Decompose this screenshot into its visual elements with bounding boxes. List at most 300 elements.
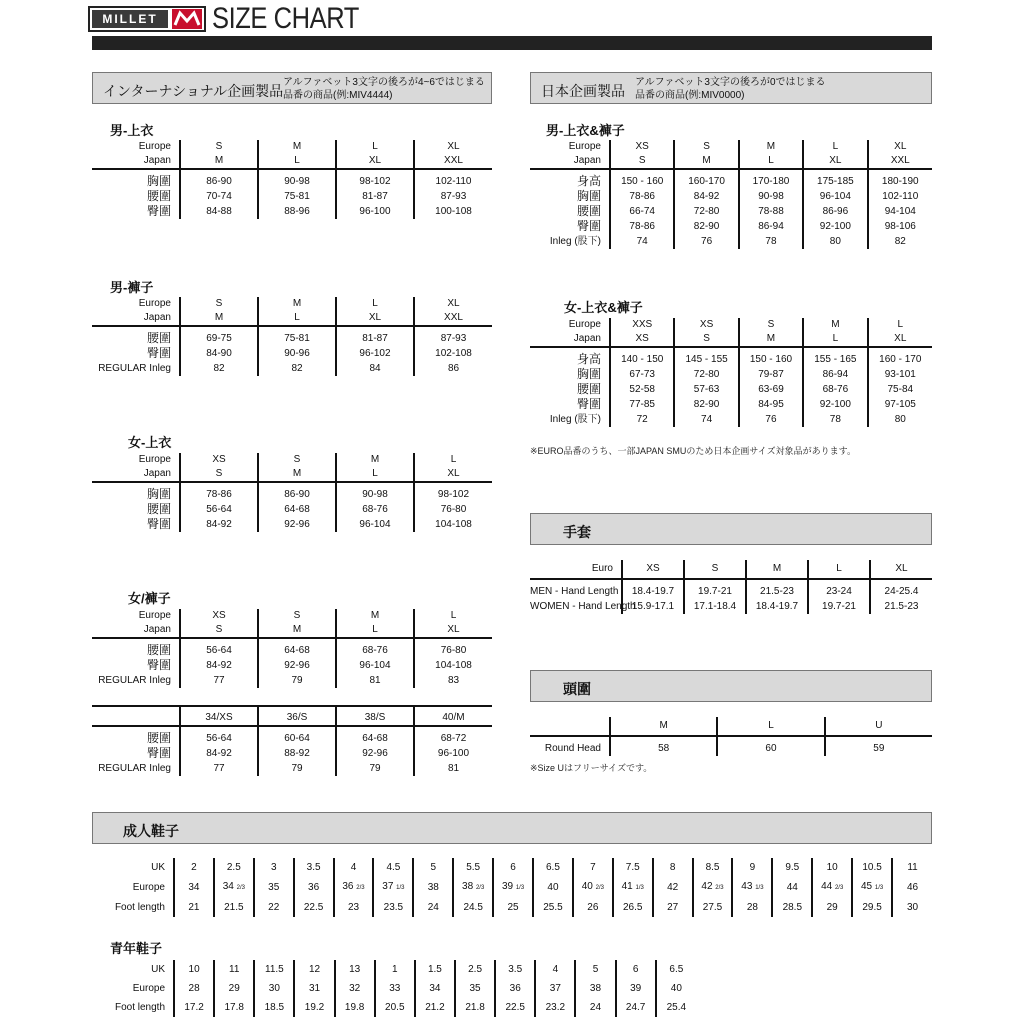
table-row [92, 517, 492, 532]
table-cell: 28.5 [772, 898, 812, 917]
table-cell: 72 [610, 412, 674, 427]
millet-logo-icon [172, 9, 202, 29]
table-cell: 35 [254, 877, 294, 898]
table-cell: 40 [656, 979, 696, 998]
size-header: L [808, 560, 870, 579]
table-row [92, 331, 492, 346]
table-cell: 44 2/3 [812, 877, 852, 898]
women-pants-heading: 女/褲子 [128, 591, 171, 606]
table-cell: 17.2 [174, 998, 214, 1017]
table-cell: 64-68 [336, 731, 414, 746]
table-cell: 92-96 [258, 658, 336, 673]
table-row [530, 204, 932, 219]
table-cell: 81-87 [336, 189, 414, 204]
table-row [92, 858, 932, 877]
table-cell: 79-87 [739, 367, 803, 382]
table-cell: 26.5 [613, 898, 653, 917]
table-cell: 38 [575, 979, 615, 998]
size-header: XL [868, 140, 932, 154]
size-header: XS [674, 318, 738, 332]
table-cell: 96-104 [336, 517, 414, 532]
jp-men-table [530, 140, 932, 249]
table-cell: 87-93 [414, 331, 492, 346]
table-cell: 81 [414, 761, 492, 776]
table-cell: 86-96 [803, 204, 867, 219]
brand-logo [88, 6, 206, 32]
table-cell: 58 [610, 741, 717, 756]
size-header: M [739, 140, 803, 154]
size-header: XL [414, 623, 492, 638]
table-cell: 21.2 [415, 998, 455, 1017]
header-label: Europe [138, 610, 171, 621]
size-header: L [336, 297, 414, 311]
table-cell: 26 [573, 898, 613, 917]
youth-shoes-heading: 青年鞋子 [110, 941, 163, 956]
table-cell: 104-108 [414, 658, 492, 673]
size-header: M [610, 717, 717, 736]
table-cell: 37 [535, 979, 575, 998]
size-header: XL [336, 311, 414, 326]
table-cell: 92-100 [803, 397, 867, 412]
table-cell: 38 2/3 [453, 877, 493, 898]
table-row [92, 346, 492, 361]
title-bar [92, 36, 932, 50]
table-cell: 96-104 [336, 658, 414, 673]
gloves-section-header [530, 513, 932, 545]
size-header: S [180, 623, 258, 638]
size-header: XS [610, 140, 674, 154]
size-header: XXL [868, 154, 932, 169]
table-cell: 3.5 [495, 960, 535, 979]
table-cell: 90-98 [258, 174, 336, 189]
table-cell: 70-74 [180, 189, 258, 204]
table-row [92, 643, 492, 658]
table-cell: 39 [616, 979, 656, 998]
table-cell: 34 [415, 979, 455, 998]
table-cell: 56-64 [180, 502, 258, 517]
table-cell: 77-85 [610, 397, 674, 412]
table-cell: 102-110 [414, 174, 492, 189]
row-label: UK [151, 964, 166, 975]
table-cell: 102-108 [414, 346, 492, 361]
table-cell: 34 2/3 [214, 877, 254, 898]
table-cell: 42 [653, 877, 693, 898]
table-cell: 19.7-21 [684, 584, 746, 599]
table-header-row [530, 332, 932, 347]
table-cell: 92-96 [258, 517, 336, 532]
table-cell: 56-64 [180, 731, 258, 746]
table-cell: 7.5 [613, 858, 653, 877]
table-cell: 2.5 [214, 858, 254, 877]
table-cell: 17.1-18.4 [684, 599, 746, 614]
table-cell: 93-101 [868, 367, 932, 382]
size-header: L [414, 609, 492, 623]
jp-women-note: ※EURO品番のうち、一部JAPAN SMUのため日本企画サイズ対象品があります。 [530, 446, 856, 456]
table-row [92, 877, 932, 898]
table-cell: 78-86 [610, 189, 674, 204]
table-cell: 68-76 [803, 382, 867, 397]
table-row [92, 998, 696, 1017]
row-label: REGULAR Inleg [98, 363, 171, 374]
table-cell: 64-68 [258, 502, 336, 517]
size-header: XL [414, 140, 492, 154]
table-cell: 36 [294, 877, 334, 898]
table-cell: 38 [413, 877, 453, 898]
size-header: L [803, 140, 867, 154]
japan-note-2: 品番の商品(例:MIV0000) [635, 90, 745, 101]
table-cell: 102-110 [868, 189, 932, 204]
table-cell: 2.5 [455, 960, 495, 979]
table-cell: 24.5 [453, 898, 493, 917]
table-cell: 25.4 [656, 998, 696, 1017]
table-cell: 96-100 [336, 204, 414, 219]
size-header: L [258, 154, 336, 169]
size-header: XXS [610, 318, 674, 332]
row-label: 胸圍 [146, 174, 171, 188]
table-cell: 4.5 [373, 858, 413, 877]
size-header: S [610, 154, 674, 169]
table-cell: 32 [335, 979, 375, 998]
table-cell: 35 [455, 979, 495, 998]
table-cell: 82 [868, 234, 932, 249]
table-cell: 76 [674, 234, 738, 249]
table-cell: 92-96 [336, 746, 414, 761]
row-label: 臀圍 [576, 219, 601, 233]
women-pants-table [92, 609, 492, 688]
table-cell: 1.5 [415, 960, 455, 979]
table-row [530, 741, 932, 756]
size-header: 34/XS [180, 711, 258, 726]
table-row [92, 502, 492, 517]
women-pants-alt-table [92, 705, 492, 776]
row-label: 臀圍 [146, 658, 171, 672]
adult-shoes-table [92, 858, 932, 917]
table-cell: 88-92 [258, 746, 336, 761]
table-cell: 80 [803, 234, 867, 249]
table-row [92, 960, 696, 979]
table-cell: 5 [413, 858, 453, 877]
japan-section-header [530, 72, 932, 104]
table-cell: 11 [214, 960, 254, 979]
size-header: M [674, 154, 738, 169]
table-cell: 59 [825, 741, 932, 756]
table-cell: 98-102 [336, 174, 414, 189]
table-cell: 18.4-19.7 [622, 584, 684, 599]
header-label: Europe [138, 454, 171, 465]
table-cell: 94-104 [868, 204, 932, 219]
table-cell: 23-24 [808, 584, 870, 599]
table-row [92, 898, 932, 917]
table-cell: 11.5 [254, 960, 294, 979]
table-cell: 11 [892, 858, 932, 877]
row-label: 胸圍 [576, 367, 601, 381]
table-cell: 84-90 [180, 346, 258, 361]
table-cell: 21 [174, 898, 214, 917]
table-cell: 19.8 [335, 998, 375, 1017]
table-cell: 46 [892, 877, 932, 898]
table-cell: 82 [180, 361, 258, 376]
size-header: XL [803, 154, 867, 169]
table-cell: 24-25.4 [870, 584, 932, 599]
row-label: MEN - Hand Length [530, 586, 619, 597]
row-label: 腰圍 [146, 502, 171, 516]
table-cell: 27 [653, 898, 693, 917]
table-cell: 78-88 [739, 204, 803, 219]
table-cell: 92-100 [803, 219, 867, 234]
row-label: 臀圍 [146, 746, 171, 760]
table-row [530, 234, 932, 249]
table-cell: 8 [653, 858, 693, 877]
adult-shoes-title: 成人鞋子 [123, 823, 179, 839]
table-cell: 29 [214, 979, 254, 998]
size-header: 40/M [414, 711, 492, 726]
table-cell: 33 [375, 979, 415, 998]
header-label: Euro [530, 560, 622, 579]
men-tops-table [92, 140, 492, 219]
size-header: XS [180, 453, 258, 467]
table-cell: 170-180 [739, 174, 803, 189]
table-cell: 88-96 [258, 204, 336, 219]
table-cell: 5.5 [453, 858, 493, 877]
table-cell: 83 [414, 673, 492, 688]
size-header: S [258, 453, 336, 467]
table-cell: 40 [533, 877, 573, 898]
header-label [530, 717, 610, 736]
table-row [530, 367, 932, 382]
table-cell: 98-102 [414, 487, 492, 502]
table-cell: 34 [174, 877, 214, 898]
women-tops-heading: 女-上衣 [128, 435, 172, 450]
youth-shoes-table [92, 960, 696, 1017]
gloves-title: 手套 [563, 524, 591, 540]
size-header: S [674, 140, 738, 154]
size-header: M [739, 332, 803, 347]
table-cell: 84 [336, 361, 414, 376]
table-cell: 19.2 [294, 998, 334, 1017]
size-header: M [180, 154, 258, 169]
table-cell: 78 [739, 234, 803, 249]
size-header: L [868, 318, 932, 332]
size-header: XS [180, 609, 258, 623]
table-cell: 2 [174, 858, 214, 877]
table-cell: 22 [254, 898, 294, 917]
jp-women-table [530, 318, 932, 427]
table-cell: 96-102 [336, 346, 414, 361]
table-cell: 90-96 [258, 346, 336, 361]
table-cell: 18.4-19.7 [746, 599, 808, 614]
row-label: 腰圍 [146, 731, 171, 745]
table-cell: 68-72 [414, 731, 492, 746]
table-cell: 7 [573, 858, 613, 877]
table-cell: 84-92 [180, 746, 258, 761]
header-label: Japan [92, 154, 180, 169]
table-cell: 4 [334, 858, 374, 877]
row-label: Inleg (股下) [549, 236, 601, 247]
table-cell: 60-64 [258, 731, 336, 746]
table-cell: 23.2 [535, 998, 575, 1017]
table-cell: 86 [414, 361, 492, 376]
header-label: Europe [568, 319, 601, 330]
size-header: XS [610, 332, 674, 347]
table-cell: 90-98 [739, 189, 803, 204]
size-header: S [180, 297, 258, 311]
table-cell: 68-76 [336, 643, 414, 658]
table-cell: 64-68 [258, 643, 336, 658]
row-label: WOMEN - Hand Length [530, 601, 636, 612]
table-header-row [92, 623, 492, 638]
table-cell: 77 [180, 673, 258, 688]
table-cell: 90-98 [336, 487, 414, 502]
men-tops-heading: 男-上衣 [110, 123, 154, 138]
size-header: S [180, 467, 258, 482]
brand-wordmark: MILLET [92, 10, 168, 28]
table-header-row [530, 717, 932, 736]
japan-section-title: 日本企画製品 [541, 83, 625, 99]
table-cell: 23 [334, 898, 374, 917]
size-header: 38/S [336, 711, 414, 726]
size-header: M [258, 140, 336, 154]
table-cell: 86-90 [180, 174, 258, 189]
row-label: 臀圍 [146, 517, 171, 531]
size-header: M [746, 560, 808, 579]
table-cell: 6 [493, 858, 533, 877]
table-row [92, 658, 492, 673]
header-label: Japan [92, 467, 180, 482]
size-header: XXL [414, 311, 492, 326]
table-cell: 23.5 [373, 898, 413, 917]
size-header: 36/S [258, 711, 336, 726]
table-row [530, 584, 932, 599]
table-cell: 96-104 [803, 189, 867, 204]
row-label: 胸圍 [576, 189, 601, 203]
table-cell: 36 [495, 979, 535, 998]
intl-section-title: インターナショナル企画製品 [103, 83, 284, 99]
table-header-row [530, 154, 932, 169]
size-header: L [803, 332, 867, 347]
table-header-row [92, 154, 492, 169]
table-cell: 28 [732, 898, 772, 917]
table-cell: 86-94 [803, 367, 867, 382]
table-cell: 39 1/3 [493, 877, 533, 898]
table-cell: 43 1/3 [732, 877, 772, 898]
table-row [92, 487, 492, 502]
table-cell: 86-90 [258, 487, 336, 502]
table-cell: 78 [803, 412, 867, 427]
table-cell: 98-106 [868, 219, 932, 234]
row-label: 腰圍 [146, 331, 171, 345]
table-cell: 40 2/3 [573, 877, 613, 898]
table-cell: 3.5 [294, 858, 334, 877]
table-cell: 9.5 [772, 858, 812, 877]
row-label: 身高 [576, 352, 601, 366]
size-header: XL [414, 297, 492, 311]
size-header: XL [414, 467, 492, 482]
table-cell: 10 [812, 858, 852, 877]
table-cell: 9 [732, 858, 772, 877]
women-tops-table [92, 453, 492, 532]
head-table [530, 717, 932, 756]
intl-section-header [92, 72, 492, 104]
row-label: 腰圍 [576, 382, 601, 396]
jp-men-heading: 男-上衣&褲子 [546, 123, 625, 138]
table-cell: 160 - 170 [868, 352, 932, 367]
header-label: Japan [530, 154, 610, 169]
table-cell: 78-86 [610, 219, 674, 234]
table-cell: 24 [575, 998, 615, 1017]
header-label [92, 711, 180, 726]
table-row [92, 174, 492, 189]
table-cell: 17.8 [214, 998, 254, 1017]
table-cell: 79 [258, 761, 336, 776]
table-cell: 175-185 [803, 174, 867, 189]
table-row [92, 361, 492, 376]
table-cell: 29 [812, 898, 852, 917]
table-row [530, 382, 932, 397]
table-cell: 27.5 [693, 898, 733, 917]
row-label: Inleg (股下) [549, 414, 601, 425]
row-label: Europe [132, 882, 165, 893]
size-header: XL [870, 560, 932, 579]
table-cell: 72-80 [674, 367, 738, 382]
table-cell: 68-76 [336, 502, 414, 517]
table-cell: 63-69 [739, 382, 803, 397]
head-note: ※Size Uはフリーサイズです。 [530, 763, 653, 773]
table-cell: 8.5 [693, 858, 733, 877]
table-cell: 1 [375, 960, 415, 979]
row-label: 臀圍 [146, 346, 171, 360]
size-header: L [739, 154, 803, 169]
table-cell: 30 [892, 898, 932, 917]
table-cell: 29.5 [852, 898, 892, 917]
row-label: 胸圍 [146, 487, 171, 501]
row-label: 臀圍 [576, 397, 601, 411]
row-label: 腰圍 [146, 643, 171, 657]
intl-note-1: アルファベット3文字の後ろが4~6ではじまる [283, 77, 485, 88]
size-header: S [180, 140, 258, 154]
table-cell: 45 1/3 [852, 877, 892, 898]
size-header: M [336, 609, 414, 623]
table-cell: 75-84 [868, 382, 932, 397]
table-cell: 4 [535, 960, 575, 979]
table-cell: 22.5 [294, 898, 334, 917]
head-title: 頭圍 [563, 681, 591, 697]
table-row [530, 397, 932, 412]
table-row [92, 731, 492, 746]
size-header: M [180, 311, 258, 326]
jp-women-heading: 女-上衣&褲子 [564, 300, 643, 315]
size-header: M [803, 318, 867, 332]
table-header-row [92, 467, 492, 482]
table-cell: 74 [674, 412, 738, 427]
size-header: M [258, 467, 336, 482]
header-label: Europe [568, 141, 601, 152]
table-cell: 24 [413, 898, 453, 917]
table-cell: 66-74 [610, 204, 674, 219]
table-cell: 87-93 [414, 189, 492, 204]
table-cell: 21.5-23 [870, 599, 932, 614]
table-cell: 84-92 [180, 517, 258, 532]
table-cell: 76-80 [414, 643, 492, 658]
table-row [92, 204, 492, 219]
row-label: Europe [132, 983, 166, 994]
table-row [92, 761, 492, 776]
table-cell: 78-86 [180, 487, 258, 502]
japan-note-1: アルファベット3文字の後ろが0ではじまる [635, 77, 826, 88]
size-header: M [258, 297, 336, 311]
size-header: L [336, 623, 414, 638]
men-pants-heading: 男-褲子 [110, 280, 154, 295]
table-cell: 13 [335, 960, 375, 979]
